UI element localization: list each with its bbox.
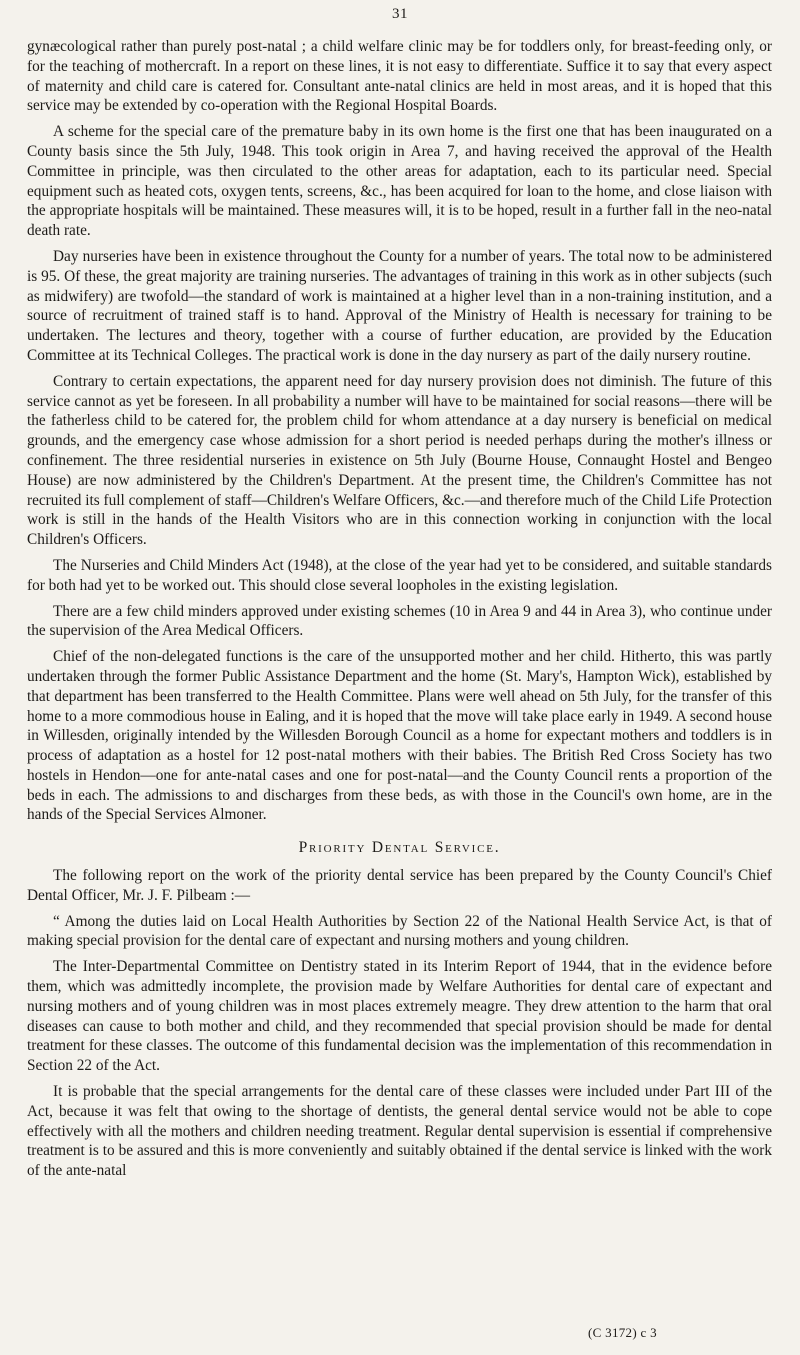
- section-heading: Priority Dental Service.: [298, 839, 501, 857]
- paragraph: Chief of the non-delegated functions is the care of the unsupported mother and her child. Hitherto, this was partly undertaken through the former Public Assistance Department and the home (St. Mary's, Hampton Wick), established by that department has been transferred to the Health Committee. Plans were well ahead on 5th July, for the transfer of this home to a more commodious house in Ealing, and it is hoped that the move will take place early in 1949. A second house in Willesden, originally intended by the Willesden Borough Council as a home for expectant mothers and toddlers is in process of adaptation as a hostel for 12 post-natal mothers with their babies. The British Red Cross Society has two hostels in Hendon—one for ante-natal cases and one for post-natal—and the County Council rents a proportion of the beds in each. The admissions to and discharges from these beds, as with those in the Council's own home, are in the hands of the Special Services Almoner.: [27, 648, 772, 824]
- paragraph: There are a few child minders approved under existing schemes (10 in Area 9 and 44 in Area 3), who continue under the supervision of the Area Medical Officers.: [27, 602, 772, 640]
- print-code: (C 3172) c 3: [588, 1325, 657, 1340]
- page-number: 31: [392, 6, 408, 22]
- paragraph: The Nurseries and Child Minders Act (1948), at the close of the year had yet to be considered, and suitable standards for both had yet to be worked out. This should close several loopholes in the existing legislation.: [27, 556, 772, 594]
- paragraph: Contrary to certain expectations, the apparent need for day nursery provision does not diminish. The future of this service cannot as yet be foreseen. In all probability a number will have to be maintained for social reasons—there will be the fatherless child to be catered for, the problem child for whom attendance at a day nursery is beneficial on medical grounds, and the emergency case whose admission for a short period is needed perhaps during the mother's illness or confinement. The three residential nurseries in existence on 5th July (Bourne House, Connaught Hostel and Bengeo House) are now administered by the Children's Department. At the present time, the Children's Committee has not recruited its full complement of staff—Children's Welfare Officers, &c.—and therefore much of the Child Life Protection work is still in the hands of the Health Visitors who are in this connection working in conjunction with the local Children's Officers.: [27, 372, 772, 549]
- paragraph: gynæcological rather than purely post-natal ; a child welfare clinic may be for toddlers only, for breast-feeding only, or for the teaching of mothercraft. In a report on these lines, it is not easy to differentiate. Suffice it to say that every aspect of maternity and child care is catered for. Consultant ante-natal clinics are held in most areas, and it is hoped that this service may be extended by co-operation with the Regional Hospital Boards.: [27, 38, 772, 115]
- body-text: [27, 37, 772, 1187]
- paragraph: “ Among the duties laid on Local Health Authorities by Section 22 of the National Health Service Act, is that of making special provision for the dental care of expectant and nursing mothers and young children.: [27, 912, 772, 950]
- paragraph: A scheme for the special care of the premature baby in its own home is the first one that has been inaugurated on a County basis since the 5th July, 1948. This took origin in Area 7, and having received the approval of the Health Committee in principle, was then circulated to the other areas for adaptation, each to its particular need. Special equipment such as heated cots, oxygen tents, screens, &c., has been acquired for loan to the home, and close liaison with the appropriate hospitals will be maintained. These measures will, it is to be hoped, result in a further fall in the neo-natal death rate.: [27, 123, 772, 240]
- paragraph: It is probable that the special arrangements for the dental care of these classes were included under Part III of the Act, because it was felt that owing to the shortage of dentists, the general dental service would not be able to cope effectively with all the mothers and children needing treatment. Regular dental supervision is essential if comprehensive treatment is to be assured and this is more conveniently and suitably obtained if the dental service is linked with the work of the ante-natal: [27, 1083, 772, 1180]
- paragraph: The Inter-Departmental Committee on Dentistry stated in its Interim Report of 1944, that in the evidence before them, which was admittedly incomplete, the provision made by Welfare Authorities for dental care of expectant and nursing mothers and of young children was in most places extremely meagre. They drew attention to the harm that oral diseases can cause to both mother and child, and they recommended that special provision should be made for dental treatment for these classes. The outcome of this fundamental decision was the implementation of this recommendation in Section 22 of the Act.: [27, 958, 772, 1075]
- paragraph: Day nurseries have been in existence throughout the County for a number of years. The total now to be administered is 95. Of these, the great majority are training nurseries. The advantages of training in this work as in other subjects (such as midwifery) are twofold—the standard of work is maintained at a higher level than in a non-training institution, and a source of recruitment of trained staff is to hand. Approval of the Ministry of Health is necessary for training to be undertaken. The lectures and theory, together with a course of further education, are provided by the Education Committee at its Technical Colleges. The practical work is done in the day nursery as part of the daily nursery routine.: [27, 247, 772, 364]
- paragraph: The following report on the work of the priority dental service has been prepared by the County Council's Chief Dental Officer, Mr. J. F. Pilbeam :—: [27, 867, 772, 904]
